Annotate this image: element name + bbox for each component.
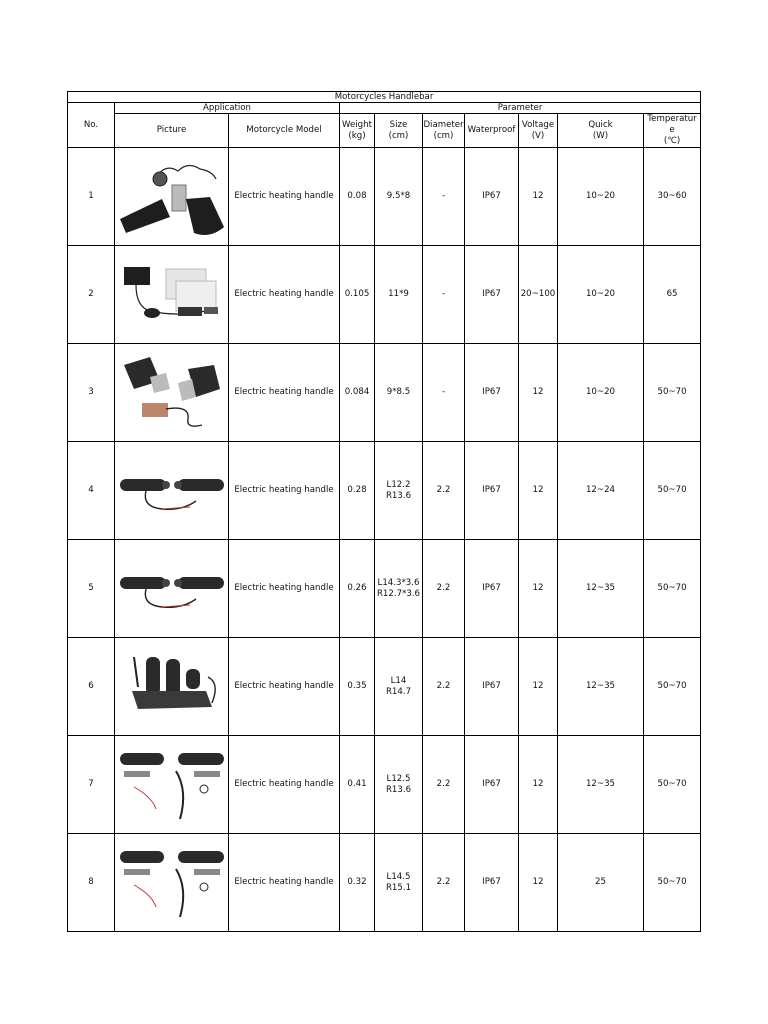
quick-value: 25	[558, 834, 644, 932]
motorcycle-model: Electric heating handle	[229, 540, 340, 638]
temperature-value: 50~70	[644, 638, 701, 736]
size-value: 9.5*8	[375, 148, 423, 246]
table-title: Motorcycles Handlebar	[68, 92, 701, 103]
voltage-value: 12	[519, 540, 558, 638]
row-number: 1	[68, 148, 115, 246]
grip-cones-icon	[115, 157, 228, 237]
size-value: L14.5 R15.1	[375, 834, 423, 932]
size-value: L14.3*3.6 R12.7*3.6	[375, 540, 423, 638]
size-value: L12.2 R13.6	[375, 442, 423, 540]
header-size: Size (cm)	[375, 114, 423, 148]
header-quick: Quick (W)	[558, 114, 644, 148]
group-parameter: Parameter	[340, 103, 701, 114]
grip-pair-icon	[115, 549, 228, 629]
diameter-value: -	[423, 148, 465, 246]
motorcycle-model: Electric heating handle	[229, 834, 340, 932]
motorcycle-model: Electric heating handle	[229, 246, 340, 344]
quick-value: 12~35	[558, 736, 644, 834]
weight-value: 0.084	[340, 344, 375, 442]
product-picture	[115, 442, 229, 540]
diameter-value: 2.2	[423, 638, 465, 736]
voltage-value: 12	[519, 736, 558, 834]
diameter-value: 2.2	[423, 540, 465, 638]
quick-value: 12~24	[558, 442, 644, 540]
product-picture	[115, 736, 229, 834]
size-value: L12.5 R13.6	[375, 736, 423, 834]
quick-value: 10~20	[558, 344, 644, 442]
size-value: L14 R14.7	[375, 638, 423, 736]
table-row	[68, 344, 701, 442]
voltage-value: 12	[519, 638, 558, 736]
waterproof-value: IP67	[465, 246, 519, 344]
header-picture: Picture	[115, 114, 229, 148]
row-number: 4	[68, 442, 115, 540]
weight-value: 0.105	[340, 246, 375, 344]
motorcycle-model: Electric heating handle	[229, 344, 340, 442]
voltage-value: 12	[519, 344, 558, 442]
temperature-value: 50~70	[644, 834, 701, 932]
table-row	[68, 148, 701, 246]
motorcycle-model: Electric heating handle	[229, 736, 340, 834]
group-application: Application	[115, 103, 340, 114]
size-value: 11*9	[375, 246, 423, 344]
header-weight: Weight (kg)	[340, 114, 375, 148]
heating-pad-icon	[115, 255, 228, 335]
product-picture	[115, 540, 229, 638]
voltage-value: 20~100	[519, 246, 558, 344]
row-number: 7	[68, 736, 115, 834]
weight-value: 0.08	[340, 148, 375, 246]
row-number: 6	[68, 638, 115, 736]
table-row	[68, 736, 701, 834]
product-picture	[115, 246, 229, 344]
waterproof-value: IP67	[465, 148, 519, 246]
waterproof-value: IP67	[465, 834, 519, 932]
handlebar-spec-table	[67, 91, 701, 932]
table-row	[68, 442, 701, 540]
quick-value: 10~20	[558, 148, 644, 246]
header-temperature: Temperatur e (℃)	[644, 114, 701, 148]
table-row	[68, 638, 701, 736]
grip-sleeves-icon	[115, 353, 228, 433]
temperature-value: 50~70	[644, 442, 701, 540]
row-number: 8	[68, 834, 115, 932]
quick-value: 10~20	[558, 246, 644, 344]
diameter-value: -	[423, 344, 465, 442]
waterproof-value: IP67	[465, 736, 519, 834]
weight-value: 0.35	[340, 638, 375, 736]
header-diameter: Diameter (cm)	[423, 114, 465, 148]
weight-value: 0.26	[340, 540, 375, 638]
diameter-value: 2.2	[423, 736, 465, 834]
diameter-value: 2.2	[423, 442, 465, 540]
header-model: Motorcycle Model	[229, 114, 340, 148]
product-picture	[115, 344, 229, 442]
weight-value: 0.41	[340, 736, 375, 834]
quick-value: 12~35	[558, 638, 644, 736]
temperature-value: 65	[644, 246, 701, 344]
grip-kit-icon	[115, 843, 228, 923]
waterproof-value: IP67	[465, 638, 519, 736]
row-number: 5	[68, 540, 115, 638]
table-row	[68, 834, 701, 932]
product-picture	[115, 148, 229, 246]
row-number: 2	[68, 246, 115, 344]
grip-set-icon	[115, 647, 228, 727]
waterproof-value: IP67	[465, 540, 519, 638]
quick-value: 12~35	[558, 540, 644, 638]
motorcycle-model: Electric heating handle	[229, 442, 340, 540]
voltage-value: 12	[519, 148, 558, 246]
waterproof-value: IP67	[465, 442, 519, 540]
row-number: 3	[68, 344, 115, 442]
product-picture	[115, 834, 229, 932]
grip-kit-icon	[115, 745, 228, 825]
weight-value: 0.28	[340, 442, 375, 540]
header-waterproof: Waterproof	[465, 114, 519, 148]
temperature-value: 50~70	[644, 736, 701, 834]
weight-value: 0.32	[340, 834, 375, 932]
temperature-value: 50~70	[644, 540, 701, 638]
header-voltage: Voltage (V)	[519, 114, 558, 148]
voltage-value: 12	[519, 442, 558, 540]
motorcycle-model: Electric heating handle	[229, 148, 340, 246]
diameter-value: -	[423, 246, 465, 344]
product-picture	[115, 638, 229, 736]
diameter-value: 2.2	[423, 834, 465, 932]
grip-pair-icon	[115, 451, 228, 531]
table-row	[68, 246, 701, 344]
waterproof-value: IP67	[465, 344, 519, 442]
header-no: No.	[68, 103, 115, 148]
motorcycle-model: Electric heating handle	[229, 638, 340, 736]
table-row	[68, 540, 701, 638]
temperature-value: 50~70	[644, 344, 701, 442]
size-value: 9*8.5	[375, 344, 423, 442]
temperature-value: 30~60	[644, 148, 701, 246]
voltage-value: 12	[519, 834, 558, 932]
